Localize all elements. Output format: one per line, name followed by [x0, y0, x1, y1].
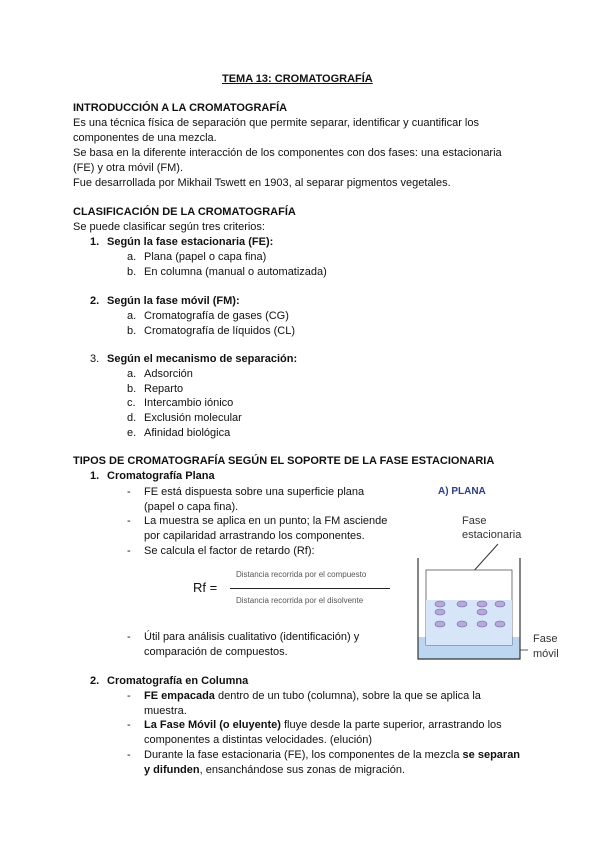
list-item: Exclusión molecular — [144, 412, 242, 424]
bullet-text — [144, 748, 520, 762]
clasificacion-intro: Se puede clasificar según tres criterios: — [73, 221, 265, 233]
bullet-text — [144, 763, 405, 777]
section-label: Cromatografía Plana — [107, 470, 215, 482]
spot — [435, 621, 445, 627]
fase-movil-label: móvil — [533, 648, 559, 660]
chromatography-tank-figure — [410, 540, 530, 665]
spot — [457, 601, 467, 607]
list-letter: a. — [127, 310, 137, 322]
intro-line: (FE) y otra móvil (FM). — [73, 162, 183, 174]
spot — [477, 601, 487, 607]
list-letter: b. — [127, 325, 137, 337]
group-number: 1. — [90, 236, 100, 248]
tipos-heading: TIPOS DE CROMATOGRAFÍA SEGÚN EL SOPORTE DE LA FASE ESTACIONARIA — [73, 455, 495, 467]
bullet-dash: - — [127, 545, 131, 557]
bullet-dash: - — [127, 719, 131, 731]
spot — [495, 601, 505, 607]
intro-line: Es una técnica física de separación que permite separar, identificar y cuantificar los — [73, 117, 479, 129]
bullet-text: (papel o capa fina). — [144, 501, 239, 513]
list-letter: a. — [127, 368, 137, 380]
bullet-rest: fluye desde la parte superior, arrastrando los — [280, 719, 502, 731]
intro-line: componentes de una mezcla. — [73, 132, 217, 144]
list-letter: d. — [127, 412, 137, 424]
spot — [435, 601, 445, 607]
bold-term: FE empacada — [144, 690, 215, 702]
intro-heading: INTRODUCCIÓN A LA CROMATOGRAFÍA — [73, 102, 288, 114]
list-letter: a. — [127, 251, 137, 263]
fase-movil-label: Fase — [533, 633, 558, 645]
bullet-rest: dentro de un tubo (columna), sobre la que se aplica la — [214, 690, 481, 702]
bullet-text: muestra. — [144, 705, 187, 717]
figure-title: A) PLANA — [438, 486, 486, 497]
bullet-text: Se calcula el factor de retardo (Rf): — [144, 545, 315, 557]
rf-numerator: Distancia recorrida por el compuesto — [236, 570, 367, 579]
spot — [477, 621, 487, 627]
clasificacion-heading: CLASIFICACIÓN DE LA CROMATOGRAFÍA — [73, 206, 296, 218]
list-item: Afinidad biológica — [144, 427, 231, 439]
bullet-text: por capilaridad arrastrando los componentes. — [144, 530, 365, 542]
section-number: 2. — [90, 675, 100, 687]
bold-term: y difunden — [144, 764, 200, 776]
page-title: TEMA 13: CROMATOGRAFÍA — [222, 73, 373, 85]
bullet-text — [144, 689, 481, 703]
rf-fraction-bar — [230, 588, 390, 589]
group-number: 2. — [90, 295, 100, 307]
section-number: 1. — [90, 470, 100, 482]
spot — [457, 621, 467, 627]
list-item: Adsorción — [144, 368, 193, 380]
bullet-dash: - — [127, 486, 131, 498]
group-label: Según la fase estacionaria (FE): — [107, 236, 274, 248]
bullet-text: componentes a distintas velocidades. (elución) — [144, 734, 373, 746]
spot — [477, 609, 487, 615]
bullet-dash: - — [127, 690, 131, 702]
bullet-text: La muestra se aplica en un punto; la FM asciende — [144, 515, 388, 527]
fase-estacionaria-label: estacionaria — [462, 529, 522, 541]
list-item: Intercambio iónico — [144, 397, 234, 409]
list-item: Plana (papel o capa fina) — [144, 251, 267, 263]
rf-denominator: Distancia recorrida por el disolvente — [236, 596, 364, 605]
list-letter: b. — [127, 383, 137, 395]
section-label: Cromatografía en Columna — [107, 675, 249, 687]
bullet-dash: - — [127, 631, 131, 643]
bold-term: se separan — [462, 749, 521, 761]
bullet-dash: - — [127, 749, 131, 761]
bullet-text — [144, 718, 502, 732]
intro-line: Fue desarrollada por Mikhail Tswett en 1903, al separar pigmentos vegetales. — [73, 177, 451, 189]
bullet-dash: - — [127, 515, 131, 527]
group-number: 3. — [90, 353, 100, 365]
spot — [435, 609, 445, 615]
list-letter: c. — [127, 397, 136, 409]
bold-term: La Fase Móvil (o eluyente) — [144, 719, 281, 731]
intro-line: Se basa en la diferente interacción de los componentes con dos fases: una estacionaria — [73, 147, 502, 159]
group-label: Según la fase móvil (FM): — [107, 295, 240, 307]
list-letter: e. — [127, 427, 137, 439]
list-item: Cromatografía de gases (CG) — [144, 310, 289, 322]
fase-estacionaria-label: Fase — [462, 515, 487, 527]
list-item: Reparto — [144, 383, 184, 395]
spot — [495, 621, 505, 627]
list-item: En columna (manual o automatizada) — [144, 266, 327, 278]
bullet-text: Útil para análisis cualitativo (identificación) y — [144, 631, 360, 643]
list-item: Cromatografía de líquidos (CL) — [144, 325, 296, 337]
bullet-start: Durante la fase estacionaria (FE), los componentes de la mezcla — [144, 749, 463, 761]
rf-lhs: Rf = — [193, 580, 218, 595]
group-label: Según el mecanismo de separación: — [107, 353, 298, 365]
bullet-text: FE está dispuesta sobre una superficie plana — [144, 486, 365, 498]
bullet-rest: , ensanchándose sus zonas de migración. — [199, 764, 406, 776]
list-letter: b. — [127, 266, 137, 278]
bullet-text: comparación de compuestos. — [144, 646, 288, 658]
